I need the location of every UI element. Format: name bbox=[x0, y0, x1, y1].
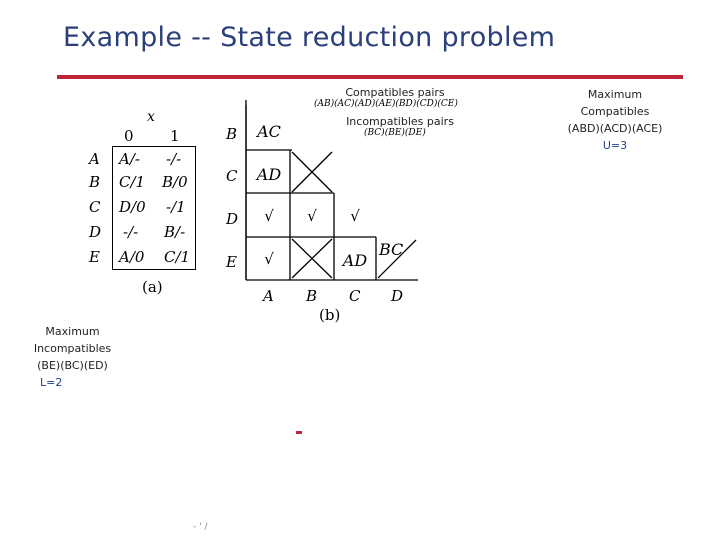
state-table-bottom-line bbox=[112, 269, 196, 270]
next-state-e-1: C/1 bbox=[164, 248, 191, 266]
next-state-b-0: C/1 bbox=[119, 173, 146, 191]
state-table-left-line bbox=[112, 146, 113, 270]
cell-d-b: √ bbox=[307, 207, 317, 225]
incompatibles-pairs-list: (BC)(BE)(DE) bbox=[364, 128, 426, 138]
page-marker: - ' / bbox=[193, 522, 208, 532]
next-state-d-1: B/- bbox=[164, 223, 186, 241]
state-label-c: C bbox=[89, 198, 101, 216]
row-label-c: C bbox=[226, 167, 238, 185]
cell-c-a: AD bbox=[256, 165, 282, 184]
compatibles-pairs-label: Compatibles pairs bbox=[345, 86, 445, 99]
next-state-d-0: -/- bbox=[123, 223, 139, 241]
cell-e-a: √ bbox=[264, 250, 274, 268]
max-incompatibles-line2: Incompatibles bbox=[33, 342, 112, 355]
lower-bound: L=2 bbox=[40, 376, 63, 389]
input-variable: x bbox=[147, 109, 155, 125]
state-label-e: E bbox=[89, 248, 100, 266]
col-label-b: B bbox=[306, 287, 318, 305]
state-table-top-line bbox=[112, 146, 196, 147]
next-state-c-1: -/1 bbox=[166, 198, 186, 216]
max-compatibles-sets: (ABD)(ACD)(ACE) bbox=[567, 122, 663, 135]
input-value-1: 1 bbox=[170, 127, 180, 145]
red-dash-mark bbox=[296, 431, 302, 434]
col-label-c: C bbox=[349, 287, 361, 305]
cell-b-a: AC bbox=[257, 122, 281, 141]
state-table-caption: (a) bbox=[142, 278, 163, 296]
max-incompatibles-line1: Maximum bbox=[45, 325, 100, 338]
input-value-0: 0 bbox=[124, 127, 134, 145]
max-compatibles-line1: Maximum bbox=[587, 88, 643, 101]
cell-d-c: √ bbox=[350, 207, 360, 225]
title-underline bbox=[57, 75, 683, 79]
cell-e-c: AD bbox=[342, 251, 368, 270]
state-table-right-line bbox=[195, 146, 196, 270]
cell-d-a: √ bbox=[264, 207, 274, 225]
implication-table-caption: (b) bbox=[319, 306, 341, 324]
next-state-a-1: -/- bbox=[166, 150, 182, 168]
incompatibles-pairs-label: Incompatibles pairs bbox=[346, 115, 454, 128]
row-label-b: B bbox=[226, 125, 238, 143]
max-compatibles-line2: Compatibles bbox=[580, 105, 650, 118]
upper-bound: U=3 bbox=[602, 139, 628, 152]
cell-e-d: BC bbox=[379, 240, 404, 259]
col-label-d: D bbox=[391, 287, 404, 305]
maximum-incompatibles-block bbox=[20, 323, 125, 392]
state-label-d: D bbox=[89, 223, 102, 241]
slide-title: Example -- State reduction problem bbox=[63, 22, 556, 53]
next-state-e-0: A/0 bbox=[119, 248, 145, 266]
next-state-a-0: A/- bbox=[119, 150, 140, 168]
maximum-compatibles-block bbox=[555, 86, 675, 155]
col-label-a: A bbox=[263, 287, 274, 305]
compatibles-pairs-list: (AB)(AC)(AD)(AE)(BD)(CD)(CE) bbox=[314, 99, 458, 109]
row-label-d: D bbox=[226, 210, 239, 228]
state-label-b: B bbox=[89, 173, 101, 191]
row-label-e: E bbox=[226, 253, 237, 271]
state-label-a: A bbox=[89, 150, 100, 168]
next-state-b-1: B/0 bbox=[162, 173, 188, 191]
next-state-c-0: D/0 bbox=[119, 198, 146, 216]
max-incompatibles-sets: (BE)(BC)(ED) bbox=[37, 359, 108, 372]
